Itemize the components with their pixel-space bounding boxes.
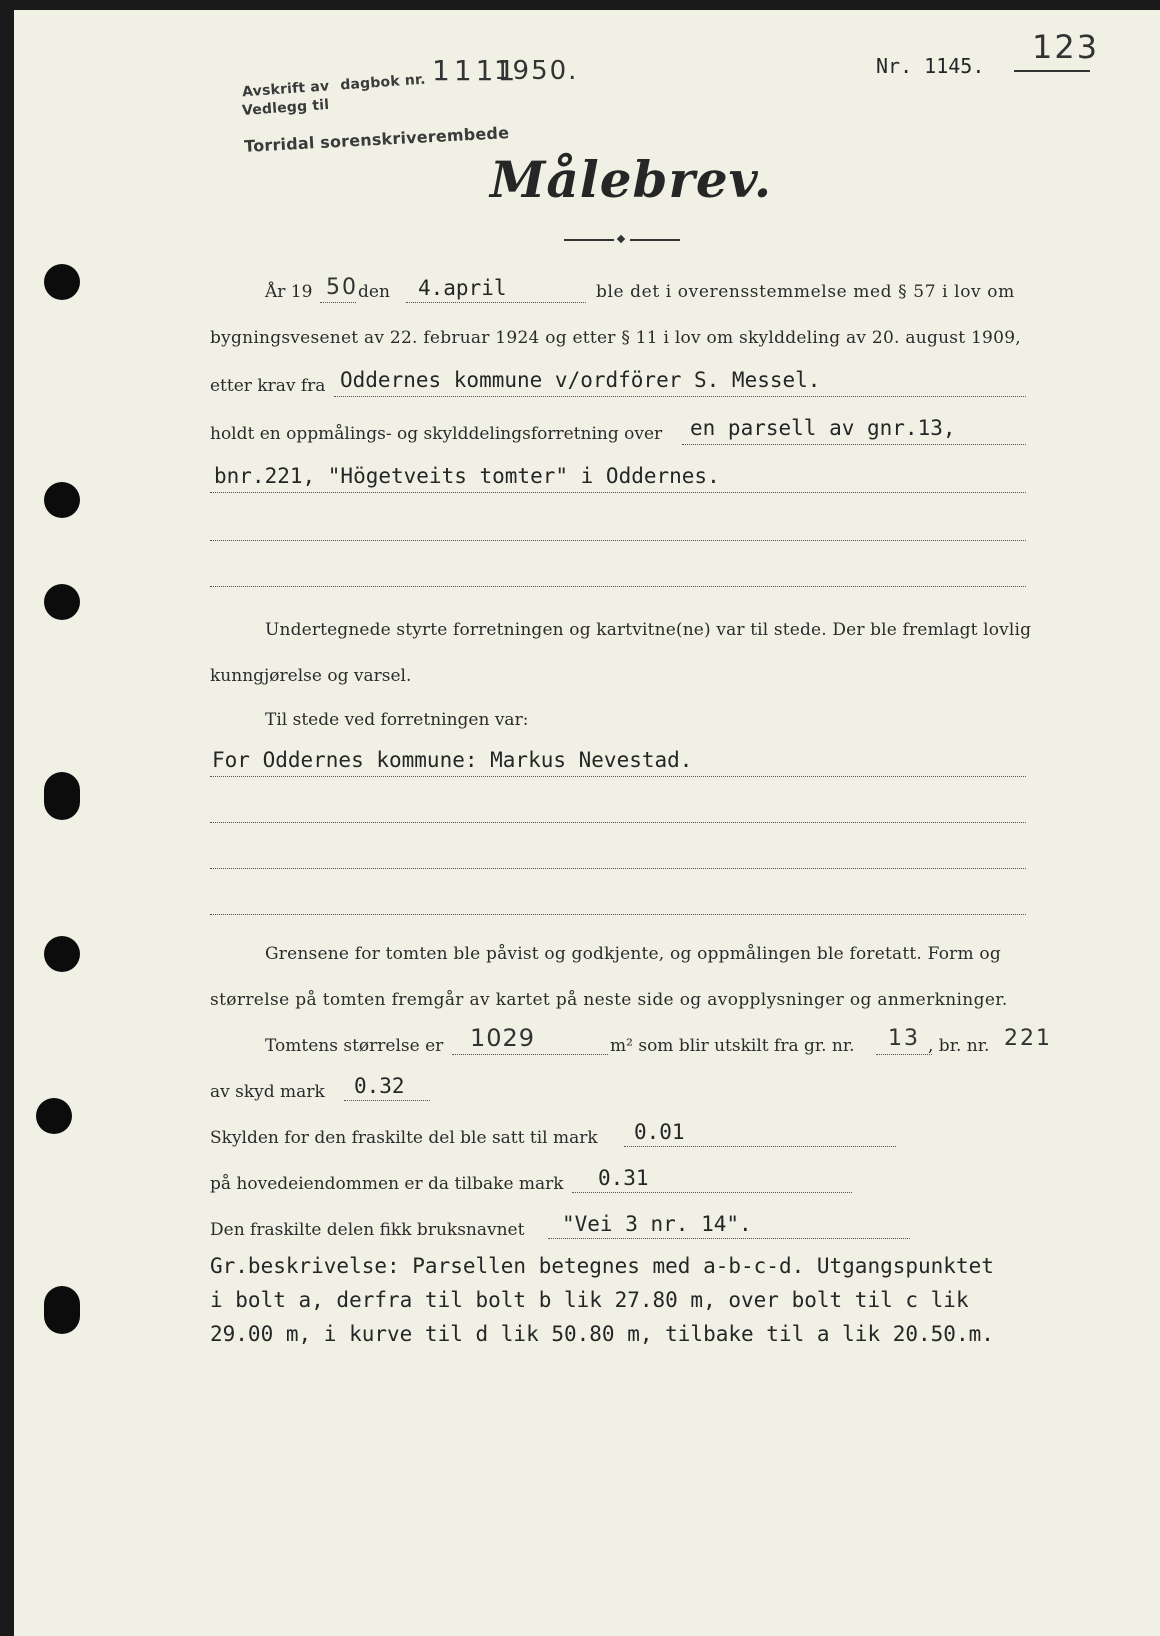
page-number-underline: [1014, 70, 1090, 72]
bruksnavn-fill-line: [548, 1238, 910, 1239]
year-fill-line: [320, 302, 356, 303]
object-fill-line-2: [210, 492, 1026, 493]
skyld-value: 0.32: [354, 1074, 405, 1098]
size-value: 1029: [470, 1024, 536, 1052]
year-prefix: År 19: [265, 282, 313, 302]
size-label: Tomtens størrelse er: [265, 1036, 444, 1056]
size-fill-line: [452, 1054, 608, 1055]
document-number: Nr. 1145.: [876, 54, 985, 78]
size-unit: m² som blir utskilt fra gr. nr.: [610, 1036, 855, 1056]
para2-line2: kunngjørelse og varsel.: [210, 666, 412, 686]
requester-value: Oddernes kommune v/ordförer S. Messel.: [340, 368, 821, 392]
para2-line1: Undertegnede styrte forretningen og kartvitne(ne) var til stede. Der ble fremlagt lovlig: [265, 620, 1032, 640]
object-value-1: en parsell av gnr.13,: [690, 416, 956, 440]
fraskilt-fill-line: [624, 1146, 896, 1147]
fraskilt-label: Skylden for den fraskilte del ble satt til mark: [210, 1128, 598, 1148]
page-number: 123: [1032, 28, 1100, 66]
punch-hole: [44, 936, 80, 972]
fraskilt-value: 0.01: [634, 1120, 685, 1144]
date-value: 4.april: [418, 276, 507, 300]
para1-line2: bygningsvesenet av 22. februar 1924 og etter § 11 i lov om skylddeling av 20. august 1909,: [210, 328, 1021, 348]
blank-fill-line: [210, 822, 1026, 823]
skyld-fill-line: [344, 1100, 430, 1101]
para3-line1: Grensene for tomten ble påvist og godkjente, og oppmålingen ble foretatt. Form og: [265, 944, 1001, 964]
requester-fill-line: [334, 396, 1026, 397]
object-value-2: bnr.221, "Högetveits tomter" i Oddernes.: [214, 464, 720, 488]
punch-hole: [44, 584, 80, 620]
skyld-label: av skyd mark: [210, 1082, 325, 1102]
punch-hole: [44, 482, 80, 518]
present-fill-line: [210, 776, 1026, 777]
blank-fill-line: [210, 540, 1026, 541]
dagbok-year: 1950.: [494, 56, 579, 86]
description-line-2: i bolt a, derfra til bolt b lik 27.80 m, over bolt til c lik: [210, 1288, 969, 1312]
year-suffix: 50: [326, 275, 358, 300]
stamp-court: Torridal sorenskriverembede: [243, 123, 510, 156]
punch-hole: [44, 772, 80, 820]
tilbake-value: 0.31: [598, 1166, 649, 1190]
title-ornament-left: [564, 239, 614, 241]
requester-label: etter krav fra: [210, 376, 326, 396]
object-fill-line-1: [682, 444, 1026, 445]
punch-hole: [44, 1286, 80, 1334]
bnr-value: 221: [1004, 1026, 1052, 1051]
stamp-avskrift: Avskrift av dagbok nr.: [241, 71, 427, 101]
para1-line1-rest: ble det i overensstemmelse med § 57 i lov om: [596, 282, 1015, 302]
present-label: Til stede ved forretningen var:: [265, 710, 529, 730]
punch-hole: [44, 264, 80, 300]
blank-fill-line: [210, 914, 1026, 915]
description-line-1: Gr.beskrivelse: Parsellen betegnes med a-b-c-d. Utgangspunktet: [210, 1254, 994, 1278]
stamp-vedlegg: Vedlegg til: [241, 96, 330, 120]
date-fill-line: [406, 302, 586, 303]
punch-hole: [36, 1098, 72, 1134]
tilbake-fill-line: [572, 1192, 852, 1193]
dagbok-number: 1111: [432, 54, 520, 87]
den-label: den: [358, 282, 390, 302]
object-label: holdt en oppmålings- og skylddelingsforretning over: [210, 424, 663, 444]
gnr-fill-line: [876, 1054, 932, 1055]
gnr-value: 13: [888, 1026, 920, 1051]
bruksnavn-label: Den fraskilte delen fikk bruksnavnet: [210, 1220, 525, 1240]
para3-line2: størrelse på tomten fremgår av kartet på neste side og avopplysninger og anmerkninger.: [210, 990, 1008, 1010]
present-person: For Oddernes kommune: Markus Nevestad.: [212, 748, 693, 772]
bnr-label: , br. nr.: [928, 1036, 990, 1056]
tilbake-label: på hovedeiendommen er da tilbake mark: [210, 1174, 564, 1194]
title-ornament-right: [630, 239, 680, 241]
blank-fill-line: [210, 586, 1026, 587]
document-title: Målebrev.: [490, 150, 773, 209]
bruksnavn-value: "Vei 3 nr. 14".: [562, 1212, 752, 1236]
title-ornament-diamond: [617, 235, 625, 243]
description-line-3: 29.00 m, i kurve til d lik 50.80 m, tilbake til a lik 20.50.m.: [210, 1322, 994, 1346]
document-page: [14, 10, 1160, 1636]
blank-fill-line: [210, 868, 1026, 869]
